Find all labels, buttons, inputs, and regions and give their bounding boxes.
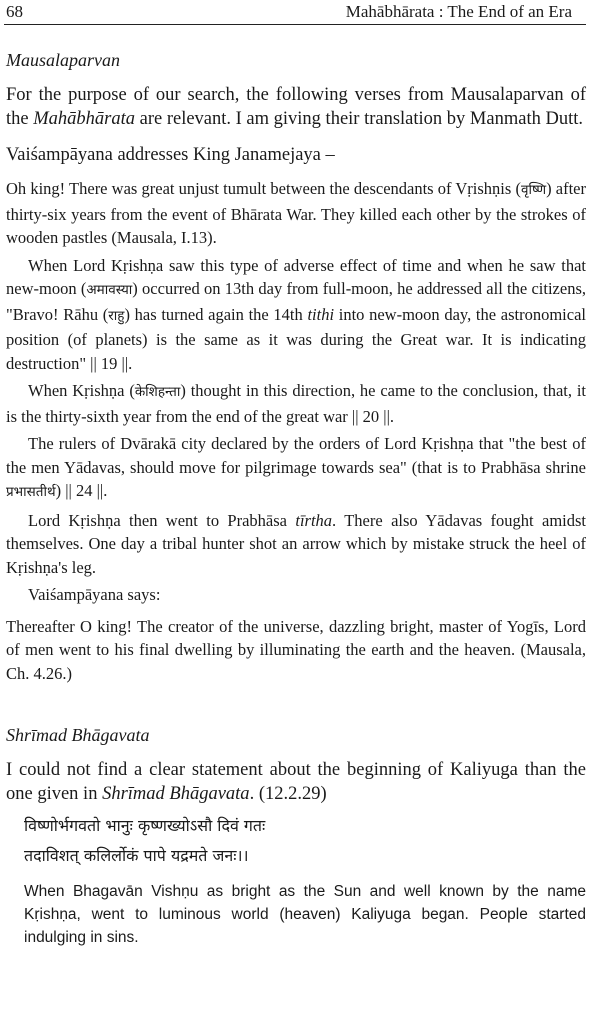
kaliyuga-intro-paragraph: I could not find a clear statement about the beginning of Kaliyuga than the one given in Shrīmad Bhāgavata. (12.2.29) — [6, 760, 586, 804]
paragraph-final-dwelling: Thereafter O king! The creator of the universe, dazzling bright, master of Yogīs, Lord of men went to his final dwelling by illuminating the earth and the heaven. (Mausala, Ch. 4.26.) — [6, 616, 586, 683]
running-head: Mahābhārata : The End of an Era — [345, 2, 572, 21]
sanskrit-verse-line-1: विष्णोर्भगवतो भानुः कृष्णख्योऽसौ दिवं गतः — [24, 816, 266, 835]
verse-translation: When Bhagavān Vishṇu as bright as the Sun and well known by the name Kṛishṇa, went to luminous world (heaven) Kaliyuga began. People started indulging in sins. — [24, 883, 586, 946]
paragraph-thirty-sixth-year: When Kṛishṇa (केशिहन्ता) thought in this direction, he came to the conclusion, that, it is the thirty-sixth year from the end of the great war || 20 ||. — [6, 381, 586, 426]
paragraph-new-moon: When Lord Kṛishṇa saw this type of adverse effect of time and when he saw that new-moon (अमावस्या) occurred on 13th day from full-moon, he addressed all the citizens, "Bravo! Rāhu (राहु) has turned again the 14th tithi into new-moon day, the astronomical position (of planets) is the same as it was during the Great war. It is indicating destruction" || 19 ||. — [6, 255, 586, 373]
header-rule — [4, 24, 586, 25]
paragraph-tumult: Oh king! There was great unjust tumult between the descendants of Vṛishṇis (वृष्णि) after thirty-six years from the event of Bhārata War. They killed each other by the strokes of wooden pastles (Mausala, I.13). — [6, 179, 586, 247]
sanskrit-verse-line-2: तदाविशत् कलिर्लोकं पापे यद्रमते जनः।। — [24, 846, 249, 865]
addressee-line: Vaiśampāyana addresses King Janamejaya – — [6, 145, 335, 165]
section-title-mausalaparvan: Mausalaparvan — [6, 50, 120, 70]
page-number: 68 — [6, 2, 23, 21]
paragraph-prabhasa: Lord Kṛishṇa then went to Prabhāsa tīrtha. There also Yādavas fought amidst themselves. One day a tribal hunter shot an arrow which by mistake struck the heel of Kṛishṇa's leg. — [6, 510, 586, 577]
intro-paragraph: For the purpose of our search, the following verses from Mausalaparvan of the Mahābhārata are relevant. I am giving their translation by Manmath Dutt. — [6, 85, 586, 129]
paragraph-vaisampayana-says: Vaiśampāyana says: — [28, 585, 161, 604]
page-header — [4, 0, 586, 30]
paragraph-dvaraka: The rulers of Dvārakā city declared by the orders of Lord Kṛishṇa that "the best of the men Yādavas, should move for pilgrimage towards sea" (that is to Prabhāsa shrine प्रभासतीर्थ) || 24 ||. — [6, 434, 586, 500]
section-title-shrimad-bhagavata: Shrīmad Bhāgavata — [6, 725, 150, 745]
